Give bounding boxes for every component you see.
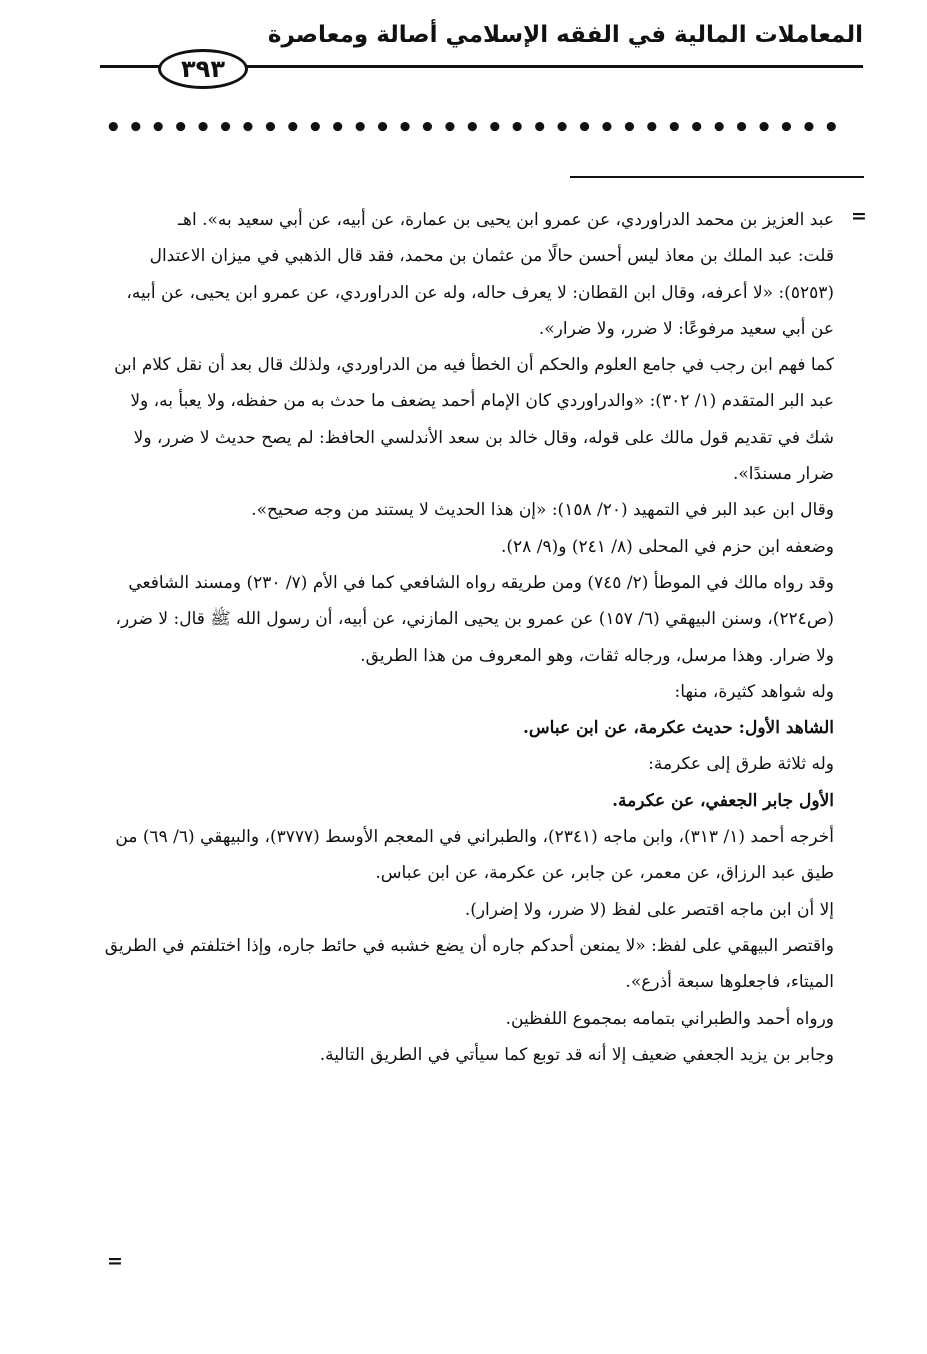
ellipsis-dot: • — [351, 113, 369, 143]
ellipsis-dot: • — [733, 113, 750, 143]
ellipsis-dot: • — [800, 113, 818, 143]
header-rule-right — [240, 65, 863, 68]
footnote-paragraph: الشاهد الأول: حديث عكرمة، عن ابن عباس. — [523, 718, 834, 739]
footnote-paragraph: وضعفه ابن حزم في المحلى (٨/ ٢٤١) و(٩/ ٢٨). — [501, 536, 834, 557]
header-rule-left — [100, 65, 162, 68]
ellipsis-dot: • — [284, 113, 302, 143]
ellipsis-dot: • — [464, 113, 481, 143]
running-header-title: المعاملات المالية في الفقه الإسلامي أصالة ومعاصرة — [267, 22, 863, 48]
footnote-paragraph: أخرجه أحمد (١/ ٣١٣)، وابن ماجه (٢٣٤١)، والطبراني في المعجم الأوسط (٣٧٧٧)، والبيهقي (٦/ ٦٩) من طيق عبد الرزاق، عن معمر، عن جابر، عن عكرمة، عن ابن عباس. — [115, 827, 834, 884]
footnote-body — [100, 202, 834, 1073]
footnote-separator-rule — [570, 176, 864, 178]
ellipsis-dot: • — [194, 113, 212, 143]
footnote-paragraph: واقتصر البيهقي على لفظ: «لا يمنعن أحدكم جاره أن يضع خشبه في حائط جاره، وإذا اختلفتم في الطريق الميتاء، فاجعلوها سبعة أذرع». — [104, 935, 834, 993]
ellipsis-separator — [105, 115, 840, 141]
ellipsis-dot: • — [374, 113, 391, 143]
ellipsis-dot: • — [755, 113, 773, 143]
ellipsis-dot: • — [127, 113, 145, 143]
ellipsis-dot: • — [396, 113, 414, 143]
ellipsis-dot: • — [688, 113, 705, 143]
ellipsis-dot: • — [486, 113, 504, 143]
ellipsis-dot: • — [823, 113, 840, 143]
footnote-paragraph: عبد العزيز بن محمد الدراوردي، عن عمرو ابن يحيى بن عمارة، عن أبيه، عن أبي سعيد به». اهـ — [178, 210, 834, 230]
continuation-mark-start: = — [851, 205, 867, 227]
footnote-paragraph: إلا أن ابن ماجه اقتصر على لفظ (لا ضرر، ولا إضرار). — [464, 899, 834, 920]
ellipsis-dot: • — [665, 113, 683, 143]
footnote-paragraph: وجابر بن يزيد الجعفي ضعيف إلا أنه قد توبع كما سيأتي في الطريق التالية. — [319, 1044, 834, 1065]
ellipsis-dot: • — [217, 113, 234, 143]
continuation-mark-end: = — [107, 1250, 123, 1272]
footnote-paragraph: ورواه أحمد والطبراني بتمامه بمجموع اللفظين. — [505, 1008, 834, 1029]
ellipsis-dot: • — [778, 113, 795, 143]
ellipsis-dot: • — [576, 113, 593, 143]
ellipsis-dot: • — [172, 113, 189, 143]
ellipsis-dot: • — [306, 113, 324, 143]
ellipsis-dot: • — [105, 113, 122, 143]
footnote-paragraph: وله شواهد كثيرة، منها: — [674, 681, 834, 702]
footnote-paragraph: كما فهم ابن رجب في جامع العلوم والحكم أن الخطأ فيه من الدراوردي، ولذلك قال بعد أن نقل كلام ابن عبد البر المتقدم (١/ ٣٠٢): «والدراوردي كان الإمام أحمد يضعف ما حدث به من حفظه، ولا يعبأ به، ولا شك في تقديم قول مالك على قوله، وقال خالد بن سعد الأندلسي الحافظ: لم يصح حديث لا ضرر، ولا ضرار مسندًا». — [114, 355, 834, 485]
ellipsis-dot: • — [149, 113, 167, 143]
ellipsis-dot: • — [329, 113, 346, 143]
footnote-paragraph: وقال ابن عبد البر في التمهيد (٢٠/ ١٥٨): «إن هذا الحديث لا يستند من وجه صحيح». — [251, 500, 834, 521]
ellipsis-dot: • — [419, 113, 436, 143]
ellipsis-dot: • — [262, 113, 279, 143]
ellipsis-dot: • — [710, 113, 728, 143]
ellipsis-dot: • — [598, 113, 616, 143]
footnote-paragraph: الأول جابر الجعفي، عن عكرمة. — [612, 790, 834, 811]
ellipsis-dot: • — [508, 113, 526, 143]
ellipsis-dot: • — [531, 113, 548, 143]
footnote-paragraph: قلت: عبد الملك بن معاذ ليس أحسن حالًا من عثمان بن محمد، فقد قال الذهبي في ميزان الاعتدال (٥٢٥٣): «لا أعرفه، وقال ابن القطان: لا يعرف حاله، وله عن الدراوردي، عن عمرو ابن يحيى، عن أبيه، عن أبي سعيد مرفوعًا: لا ضرر، ولا ضرار». — [126, 246, 834, 339]
footnote-paragraph: وقد رواه مالك في الموطأ (٢/ ٧٤٥) ومن طريقه رواه الشافعي كما في الأم (٧/ ٢٣٠) ومسند الشافعي (ص٢٢٤)، وسنن البيهقي (٦/ ١٥٧) عن عمرو بن يحيى المازني، عن أبيه، أن رسول الله ﷺ قال: لا ضرر، ولا ضرار. وهذا مرسل، ورجاله ثقات، وهو المعروف من هذا الطريق. — [115, 572, 834, 666]
page-number-badge — [158, 49, 248, 89]
footnote-paragraph: وله ثلاثة طرق إلى عكرمة: — [648, 754, 834, 775]
ellipsis-dot: • — [239, 113, 257, 143]
ellipsis-dot: • — [621, 113, 638, 143]
ellipsis-dot: • — [553, 113, 571, 143]
page-number: ٣٩٣ — [181, 55, 225, 83]
ellipsis-dot: • — [441, 113, 459, 143]
ellipsis-dot: • — [643, 113, 661, 143]
